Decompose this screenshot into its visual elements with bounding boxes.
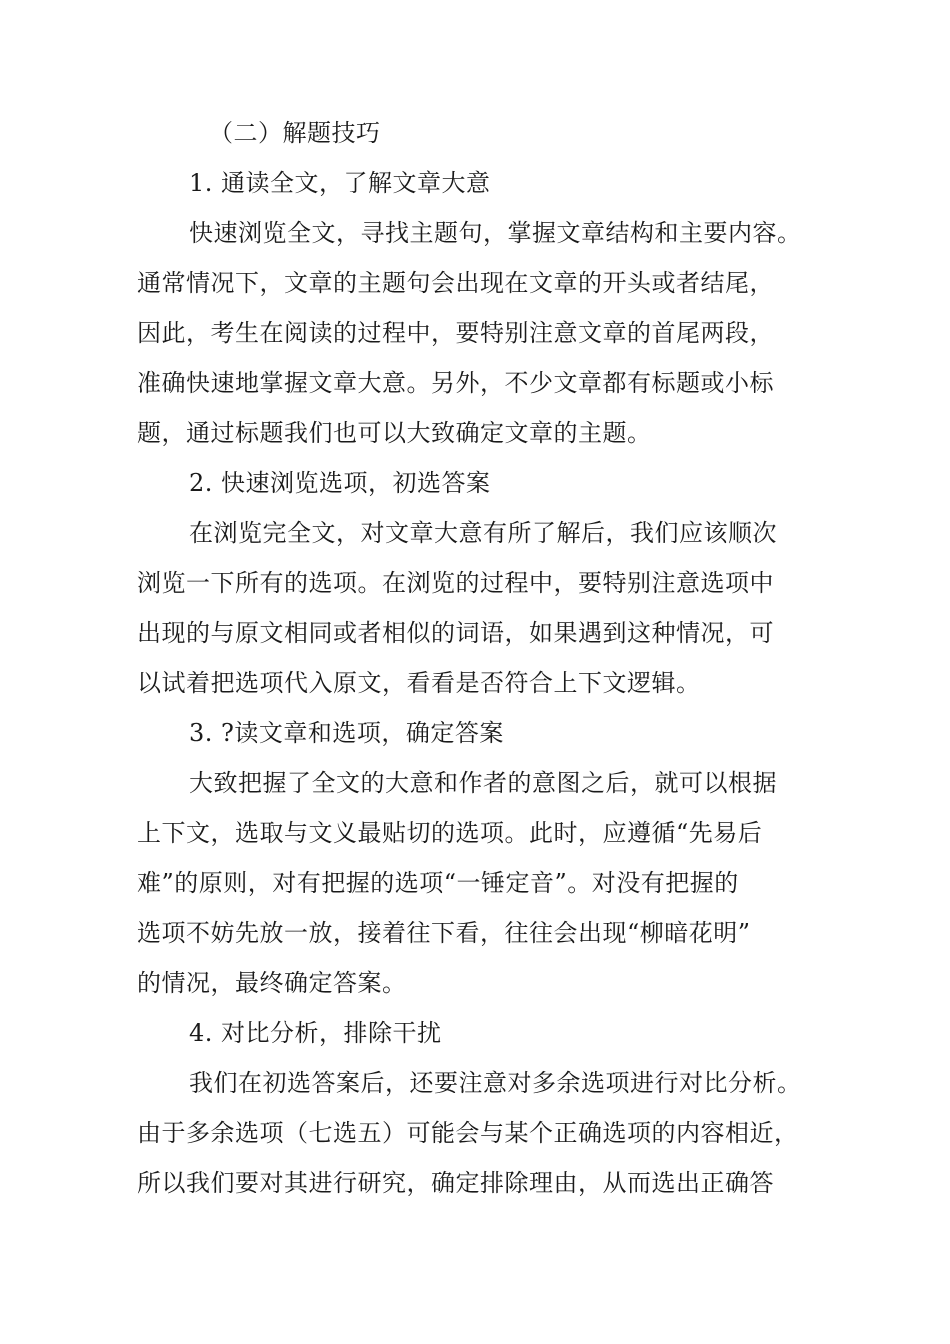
- paragraph-line: 由于多余选项（七选五）可能会与某个正确选项的内容相近，: [137, 1119, 799, 1147]
- heading-3: 3. ?读文章和选项，确定答案: [189, 719, 504, 747]
- heading-1: 1. 通读全文，了解文章大意: [189, 169, 491, 197]
- paragraph-line: 题，通过标题我们也可以大致确定文章的主题。: [137, 419, 652, 447]
- paragraph-line: 上下文，选取与文义最贴切的选项。此时，应遵循“先易后: [137, 819, 763, 847]
- paragraph-line: 大致把握了全文的大意和作者的意图之后，就可以根据: [189, 769, 777, 797]
- paragraph-line: 通常情况下，文章的主题句会出现在文章的开头或者结尾，: [137, 269, 774, 297]
- paragraph-line: 快速浏览全文，寻找主题句，掌握文章结构和主要内容。: [189, 219, 802, 247]
- section-title: （二）解题技巧: [209, 119, 381, 147]
- paragraph-line: 我们在初选答案后，还要注意对多余选项进行对比分析。: [189, 1069, 802, 1097]
- paragraph-line: 选项不妨先放一放，接着往下看，往往会出现“柳暗花明”: [137, 919, 751, 947]
- paragraph-line: 浏览一下所有的选项。在浏览的过程中，要特别注意选项中: [137, 569, 774, 597]
- heading-4: 4. 对比分析，排除干扰: [189, 1019, 442, 1047]
- heading-2: 2. 快速浏览选项，初选答案: [189, 469, 491, 497]
- paragraph-line: 以试着把选项代入原文，看看是否符合上下文逻辑。: [137, 669, 701, 697]
- paragraph-line: 准确快速地掌握文章大意。另外，不少文章都有标题或小标: [137, 369, 774, 397]
- paragraph-line: 在浏览完全文，对文章大意有所了解后，我们应该顺次: [189, 519, 777, 547]
- paragraph-line: 的情况，最终确定答案。: [137, 969, 407, 997]
- paragraph-line: 出现的与原文相同或者相似的词语，如果遇到这种情况，可: [137, 619, 774, 647]
- paragraph-line: 所以我们要对其进行研究，确定排除理由，从而选出正确答: [137, 1169, 774, 1197]
- paragraph-line: 难”的原则，对有把握的选项“一锤定音”。对没有把握的: [137, 869, 739, 897]
- document-body: [137, 108, 817, 1208]
- paragraph-line: 因此，考生在阅读的过程中，要特别注意文章的首尾两段，: [137, 319, 774, 347]
